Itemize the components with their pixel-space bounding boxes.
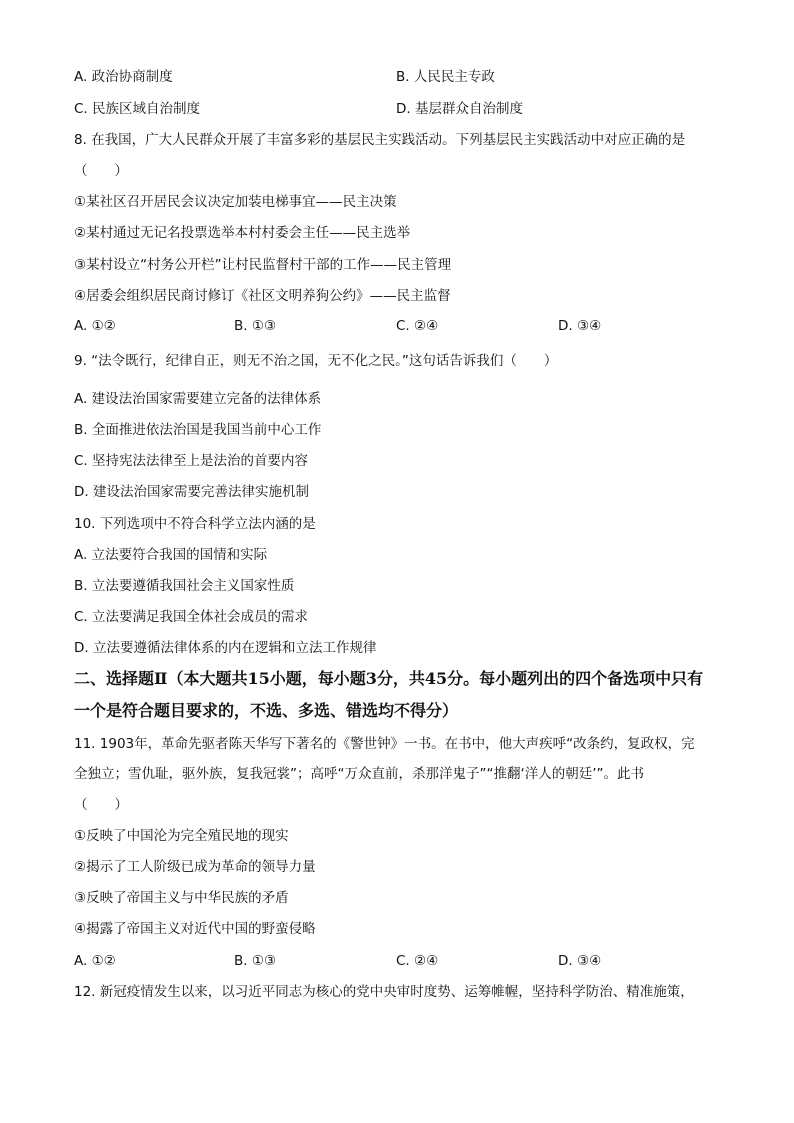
q7-option-a: A. 政治协商制度 (74, 69, 173, 85)
q8-option-d: D. ③④ (558, 318, 602, 334)
q9-option-a: A. 建设法治国家需要建立完备的法律体系 (74, 391, 322, 407)
q10-option-b: B. 立法要遵循我国社会主义国家性质 (74, 578, 295, 594)
q8-item-2: ②某村通过无记名投票选举本村村委会主任——民主选举 (74, 225, 411, 241)
q11-item-2: ②揭示了工人阶级已成为革命的领导力量 (74, 859, 316, 875)
q8-item-3: ③某村设立“村务公开栏”让村民监督村干部的工作——民主管理 (74, 257, 452, 273)
q11-stem-line2: 全独立；雪仇耻，驱外族，复我冠裳”；高呼“万众直前，杀那洋鬼子”“推翻‘洋人的朝廷’”。此书 (74, 766, 645, 782)
q8-option-c: C. ②④ (396, 318, 439, 334)
q8-stem: 8. 在我国，广大人民群众开展了丰富多彩的基层民主实践活动。下列基层民主实践活动中对应正确的是 (74, 132, 686, 148)
q11-blank: （ ） (74, 797, 128, 813)
q8-blank: （ ） (74, 163, 128, 179)
q7-option-c: C. 民族区域自治制度 (74, 101, 201, 117)
q10-option-a: A. 立法要符合我国的国情和实际 (74, 547, 268, 563)
q7-option-d: D. 基层群众自治制度 (396, 101, 523, 117)
q11-item-1: ①反映了中国沦为完全殖民地的现实 (74, 828, 289, 844)
q11-option-d: D. ③④ (558, 953, 602, 969)
q9-option-d: D. 建设法治国家需要完善法律实施机制 (74, 484, 309, 500)
q9-option-c: C. 坚持宪法法律至上是法治的首要内容 (74, 453, 309, 469)
q8-option-a: A. ①② (74, 318, 116, 334)
q11-option-c: C. ②④ (396, 953, 439, 969)
q8-option-b: B. ①③ (234, 318, 277, 334)
q9-option-b: B. 全面推进依法治国是我国当前中心工作 (74, 422, 322, 438)
q11-option-b: B. ①③ (234, 953, 277, 969)
section2-heading-line2: 一个是符合题目要求的，不选、多选、错选均不得分） (74, 701, 459, 720)
q12-stem: 12. 新冠疫情发生以来，以习近平同志为核心的党中央审时度势、运筹帷幄，坚持科学防治、精准施策， (74, 984, 694, 1000)
q8-item-4: ④居委会组织居民商讨修订《社区文明养狗公约》——民主监督 (74, 288, 451, 304)
q9-stem: 9. “法令既行，纪律自正，则无不治之国，无不化之民。”这句话告诉我们（ ） (74, 353, 558, 369)
section2-heading-line1: 二、选择题Ⅱ（本大题共15小题，每小题3分，共45分。每小题列出的四个备选项中只有 (74, 669, 704, 688)
q8-item-1: ①某社区召开居民会议决定加装电梯事宜——民主决策 (74, 194, 397, 210)
q10-option-c: C. 立法要满足我国全体社会成员的需求 (74, 609, 309, 625)
q11-stem-line1: 11. 1903年，革命先驱者陈天华写下著名的《警世钟》一书。在书中，他大声疾呼“改条约，复政权，完 (74, 736, 695, 752)
q10-stem: 10. 下列选项中不符合科学立法内涵的是 (74, 516, 316, 532)
q11-item-3: ③反映了帝国主义与中华民族的矛盾 (74, 890, 289, 906)
q10-option-d: D. 立法要遵循法律体系的内在逻辑和立法工作规律 (74, 640, 377, 656)
q11-option-a: A. ①② (74, 953, 116, 969)
q7-option-b: B. 人民民主专政 (396, 69, 495, 85)
q11-item-4: ④揭露了帝国主义对近代中国的野蛮侵略 (74, 921, 316, 937)
